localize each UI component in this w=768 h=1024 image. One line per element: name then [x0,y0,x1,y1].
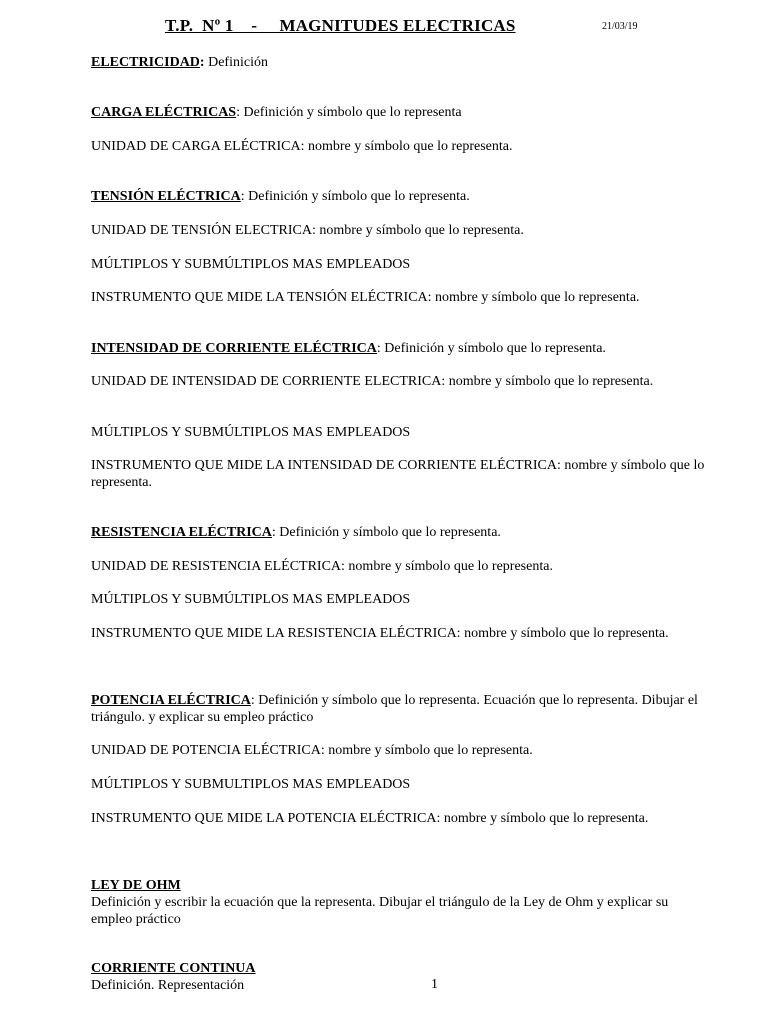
list-item: UNIDAD DE INTENSIDAD DE CORRIENTE ELECTRICA: nombre y símbolo que lo representa. [91,374,654,389]
list-item: UNIDAD DE RESISTENCIA ELÉCTRICA: nombre y símbolo que lo representa. [91,559,553,574]
section-heading: LEY DE OHM [91,878,181,893]
section-text: : Definición y símbolo que lo representa. Ecuación que lo representa. Dibujar el triángulo. y explicar su empleo práctico [91,693,698,725]
list-item: MÚLTIPLOS Y SUBMÚLTIPLOS MAS EMPLEADOS [91,425,411,440]
section-continua [91,960,711,994]
list-item: UNIDAD DE TENSIÓN ELECTRICA: nombre y símbolo que lo representa. [91,223,524,238]
section-carga [91,104,711,121]
page-number: 1 [431,977,438,992]
page-title: T.P. Nº 1 - MAGNITUDES ELECTRICAS [165,16,516,35]
list-item: UNIDAD DE POTENCIA ELÉCTRICA: nombre y símbolo que lo representa. [91,743,533,758]
section-heading: RESISTENCIA ELÉCTRICA [91,525,272,540]
list-item: INSTRUMENTO QUE MIDE LA TENSIÓN ELÉCTRICA: nombre y símbolo que lo representa. [91,290,640,305]
list-item: INSTRUMENTO QUE MIDE LA POTENCIA ELÉCTRICA: nombre y símbolo que lo representa. [91,811,649,826]
section-text: : Definición y símbolo que lo representa. [376,341,606,356]
list-item: INSTRUMENTO QUE MIDE LA RESISTENCIA ELÉCTRICA: nombre y símbolo que lo representa. [91,626,669,641]
list-item: UNIDAD DE CARGA ELÉCTRICA: nombre y símbolo que lo representa. [91,139,513,154]
document-date: 21/03/19 [602,21,638,32]
section-intensidad [91,340,711,357]
section-potencia [91,692,711,726]
section-heading: INTENSIDAD DE CORRIENTE ELÉCTRICA [91,341,377,356]
section-electricidad [91,54,711,71]
document-header [0,16,768,38]
section-heading: ELECTRICIDAD [91,55,200,70]
section-ohm [91,877,711,928]
section-text: : Definición y símbolo que lo representa. [271,525,501,540]
section-heading: CORRIENTE CONTINUA [91,961,256,976]
section-text: : Definición y símbolo que lo representa. [240,189,470,204]
section-heading: CARGA ELÉCTRICAS [91,105,237,120]
section-text: Definición. Representación [91,978,245,993]
section-heading: TENSIÓN ELÉCTRICA [91,189,241,204]
section-text: Definición y escribir la ecuación que la representa. Dibujar el triángulo de la Ley de Ohm y explicar su empleo práctico [91,895,669,927]
heading-colon: : [199,55,205,70]
list-item: MÚLTIPLOS Y SUBMÚLTIPLOS MAS EMPLEADOS [91,257,411,272]
section-tension [91,188,711,205]
section-resistencia [91,524,711,541]
list-item: MÚLTIPLOS Y SUBMULTIPLOS MAS EMPLEADOS [91,777,411,792]
list-item: MÚLTIPLOS Y SUBMÚLTIPLOS MAS EMPLEADOS [91,592,411,607]
section-text: : Definición y símbolo que lo representa [236,105,462,120]
list-item: INSTRUMENTO QUE MIDE LA INTENSIDAD DE CORRIENTE ELÉCTRICA: nombre y símbolo que lo representa. [91,458,705,490]
section-heading: POTENCIA ELÉCTRICA [91,693,251,708]
section-text: Definición [204,55,268,70]
